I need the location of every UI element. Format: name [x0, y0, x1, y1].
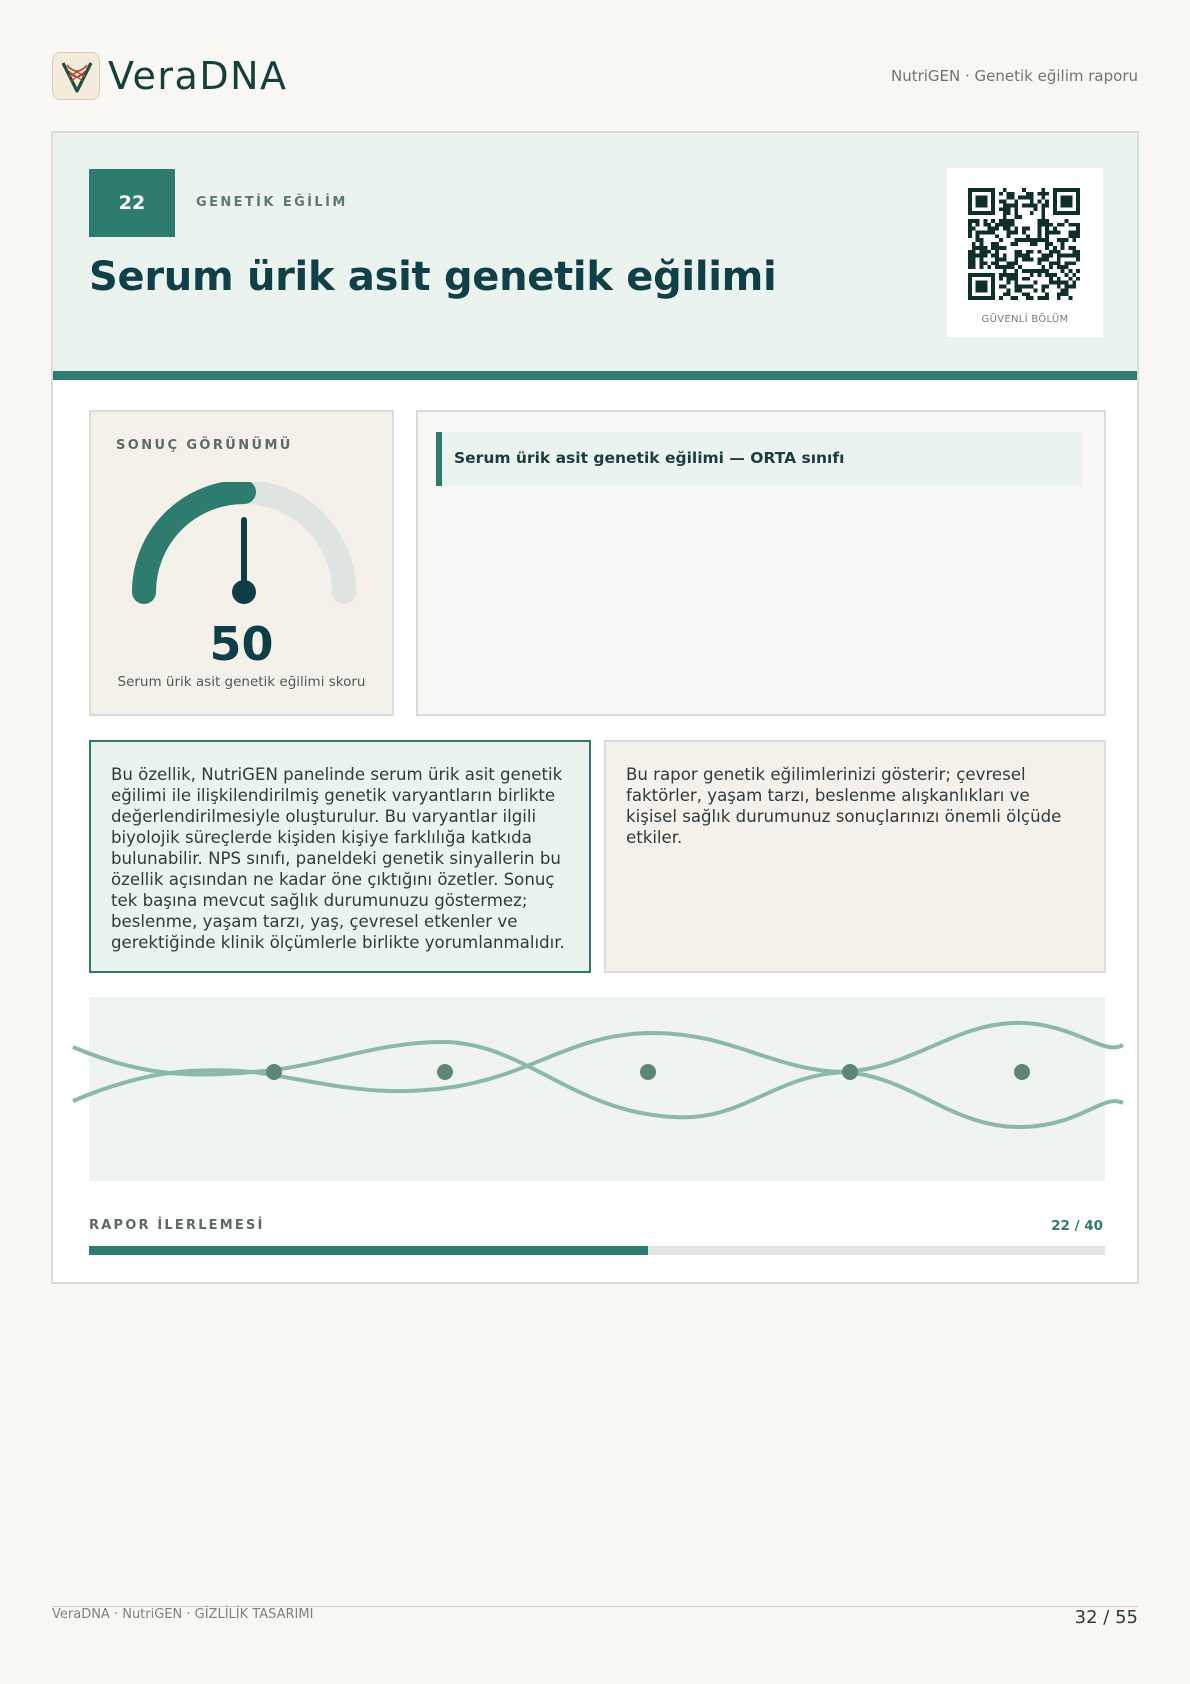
gauge-subtitle: Serum ürik asit genetik eğilimi skoru [117, 674, 366, 690]
section-eyebrow: GENETİK EĞİLİM [196, 195, 348, 210]
qr-label: GÜVENLİ BÖLÜM [981, 314, 1069, 325]
footer-text: VeraDNA · NutriGEN · GİZLİLİK TASARIMI [52, 1607, 314, 1622]
disclaimer-card [604, 740, 1106, 973]
description-text: Bu özellik, NutriGEN panelinde serum ürik asit genetik eğilimi ile ilişkilendirilmiş genetik varyantların birlikte değerlendirilmesiyle oluşturulur. Bu varyantlar ilgili biyolojik süreçlerde kişiden kişiye farklılığa katkıda bulunabilir. NPS sınıfı, paneldeki genetik sinyallerin bu özellik açısından ne kadar öne çıktığını özetler. Sonuç tek başına mevcut sağlık durumunuzu göstermez; beslenme, yaşam tarzı, yaş, çevresel etkenler ve gerektiğinde klinik ölçümlerle birlikte yorumlanmalıdır. [111, 765, 565, 952]
report-card [51, 131, 1139, 1284]
dna-illustration [89, 997, 1105, 1181]
gauge-hub [232, 580, 256, 604]
page-number: 32 / 55 [1074, 1607, 1138, 1628]
progress-label: RAPOR İLERLEMESİ [89, 1218, 265, 1233]
section-number: 22 [89, 169, 175, 237]
description-card [89, 740, 591, 973]
gauge-fill [144, 492, 244, 592]
dna-node [437, 1064, 453, 1080]
score-gauge-card [89, 410, 394, 716]
result-card [416, 410, 1106, 716]
document-label: NutriGEN · Genetik eğilim raporu [890, 67, 1138, 85]
gauge-label: SONUÇ GÖRÜNÜMÜ [116, 438, 293, 453]
disclaimer-text: Bu rapor genetik eğilimlerinizi gösterir; çevresel faktörler, yaşam tarzı, beslenme alışkanlıkları ve kişisel sağlık durumunuz sonuçlarınızı önemli ölçüde etkiler. [626, 765, 1062, 847]
dna-node [640, 1064, 656, 1080]
dna-helix-logo-icon [52, 52, 100, 100]
dna-strands-graphic [53, 997, 1137, 1181]
dna-node [266, 1064, 282, 1080]
dna-strand-b [73, 1033, 1123, 1127]
qr-code-icon [968, 188, 1080, 300]
brand-name: VeraDNA [108, 54, 288, 98]
page-header [52, 52, 1138, 102]
result-banner [436, 432, 1082, 486]
page-title: Serum ürik asit genetik eğilimi [89, 254, 777, 300]
dna-node [1014, 1064, 1030, 1080]
progress-count: 22 / 40 [1051, 1218, 1103, 1234]
qr-block [947, 168, 1103, 337]
gauge-chart [129, 482, 359, 612]
result-text: Serum ürik asit genetik eğilimi — ORTA sınıfı [454, 449, 845, 467]
hero-section [53, 133, 1137, 371]
dna-node [842, 1064, 858, 1080]
gauge-score: 50 [209, 617, 274, 671]
progress-bar [89, 1246, 1105, 1255]
hero-divider [53, 371, 1137, 380]
progress-fill [89, 1246, 648, 1255]
